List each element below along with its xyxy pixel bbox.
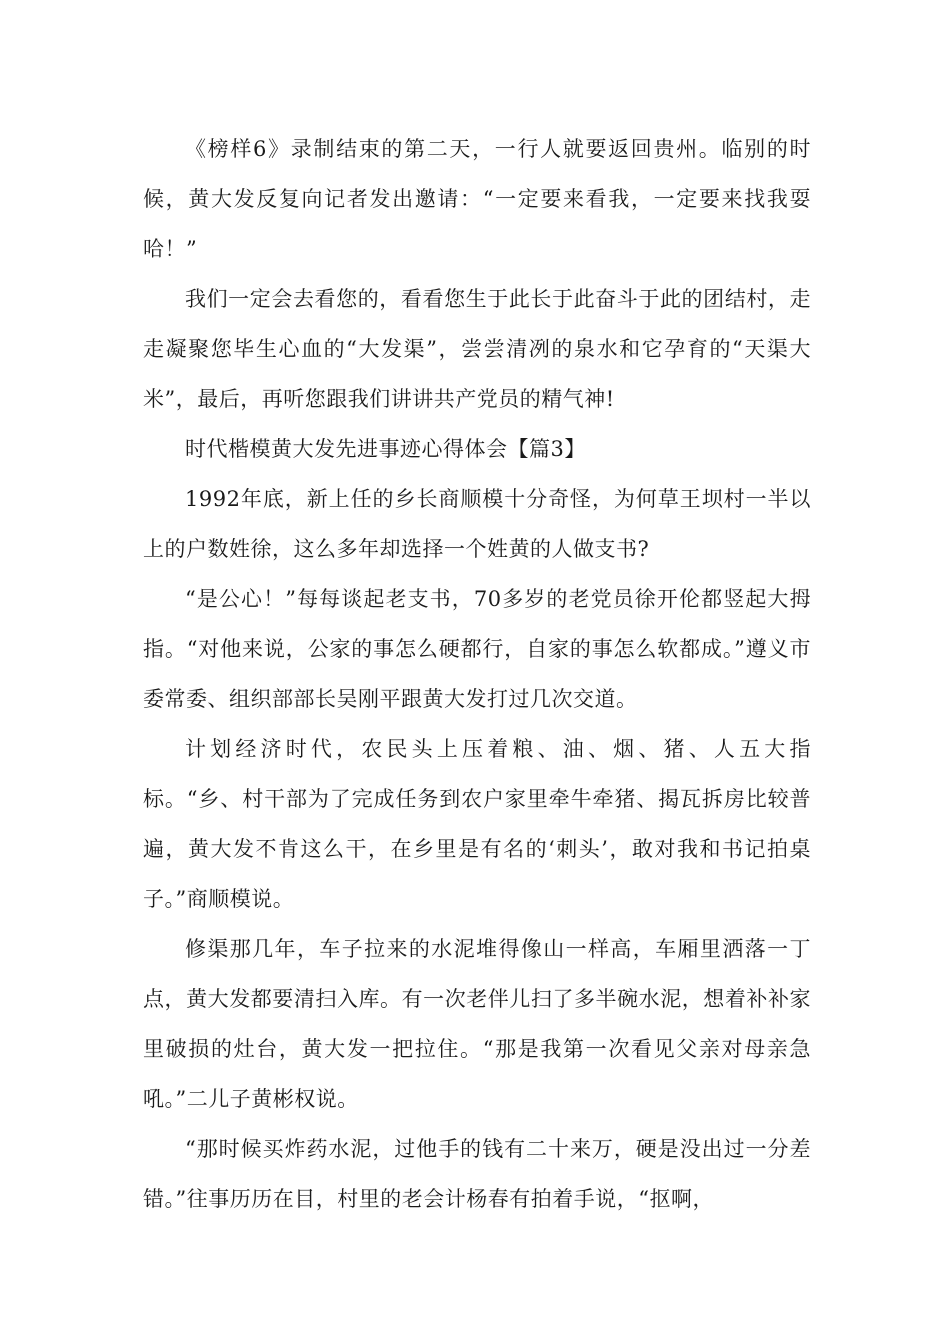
paragraph-5: 计划经济时代，农民头上压着粮、油、烟、猪、人五大指标。“乡、村干部为了完成任务到农户家里牵牛牵猪、揭瓦拆房比较普遍，黄大发不肯这么干，在乡里是有名的‘刺头’，敢对我和书记拍桌子。”商顺模说。: [143, 737, 811, 911]
paragraph-2: 我们一定会去看您的，看看您生于此长于此奋斗于此的团结村，走走凝聚您毕生心血的“大发渠”，尝尝清冽的泉水和它孕育的“天渠大米”，最后，再听您跟我们讲讲共产党员的精气神!: [143, 287, 811, 411]
paragraph-3: 1992年底，新上任的乡长商顺模十分奇怪，为何草王坝村一半以上的户数姓徐，这么多年却选择一个姓黄的人做支书?: [143, 487, 811, 561]
paragraph-6: 修渠那几年，车子拉来的水泥堆得像山一样高，车厢里洒落一丁点，黄大发都要清扫入库。有一次老伴儿扫了多半碗水泥，想着补补家里破损的灶台，黄大发一把拉住。“那是我第一次看见父亲对母亲急吼。”二儿子黄彬权说。: [143, 937, 811, 1111]
paragraph-7: “那时候买炸药水泥，过他手的钱有二十来万，硬是没出过一分差错。”往事历历在目，村里的老会计杨春有拍着手说，“抠啊，: [143, 1137, 811, 1211]
document-body: [143, 124, 811, 1224]
section-heading: 时代楷模黄大发先进事迹心得体会【篇3】: [185, 437, 586, 461]
paragraph-4: “是公心！”每每谈起老支书，70多岁的老党员徐开伦都竖起大拇指。“对他来说，公家的事怎么硬都行，自家的事怎么软都成。”遵义市委常委、组织部部长吴刚平跟黄大发打过几次交道。: [143, 587, 811, 711]
paragraph-1: 《榜样6》录制结束的第二天，一行人就要返回贵州。临别的时候，黄大发反复向记者发出邀请：“一定要来看我，一定要来找我耍哈！”: [143, 137, 811, 261]
